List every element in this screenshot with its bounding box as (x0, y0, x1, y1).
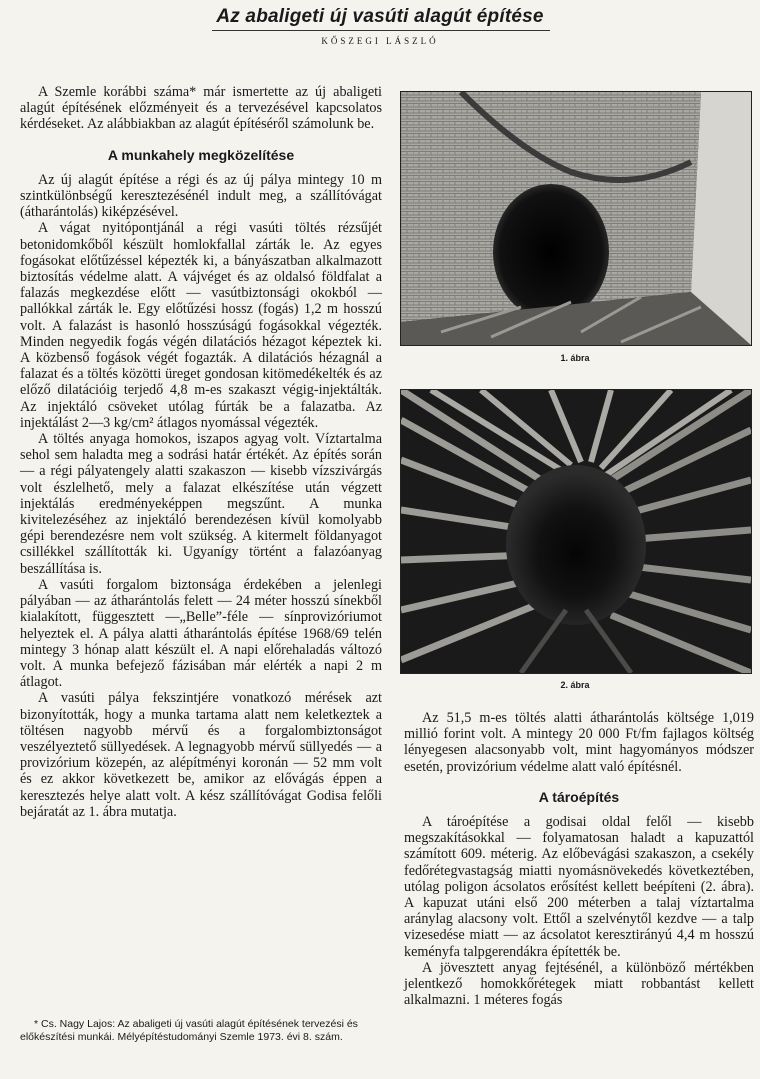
footnote-text: * Cs. Nagy Lajos: Az abaligeti új vasúti alagút építésének tervezési és előkészítési munkái. Mélyépítéstudományi Szemle 1973. évi 8. szám. (20, 1018, 358, 1043)
figure-2-photo (400, 389, 752, 674)
intro-paragraph: A Szemle korábbi száma* már ismertette az új abaligeti alagút építésének előzményeit és a tervezésével kapcsolatos kérdéseket. Az alábbiakban az alagút építéséről számolunk be. (20, 84, 382, 133)
paragraph: A töltés anyaga homokos, iszapos agyag volt. Víztartalma sehol sem haladta meg a sodrási határ értékét. Az építés során — a régi pályatengely alatti szakaszon — kisebb vízszivárgás volt észlelhető, mely a falazat elkészítése után végzett injektálás eredményeképpen megszűnt. A munka kivitelezéséhez az injektáló berendezésen kívül komolyabb gépi berendezésre nem volt szükség. A kitermelt földanyagot csillékkel szállították ki. Ugyanígy történt a falazóanyag beszállítása is. (20, 431, 382, 577)
title-rule (212, 30, 550, 31)
paragraph: Az új alagút építése a régi és az új pálya mintegy 10 m szintkülönbségű keresztezésénél indult meg, a szállítóvágat (átharántolás) kiképzésével. (20, 171, 382, 221)
figure-1-caption: 1. ábra (560, 353, 590, 363)
paragraph: A jövesztett anyag fejtésénél, a különböző mértékben jelentkező homokkőrétegek miatt robbantást kellett alkalmazni. 1 méteres fogás (404, 959, 754, 1009)
paragraph: A vágat nyitópontjánál a régi vasúti töltés rézsűjét betonidomkőből készült homlokfallal zárták le. Az egyes fogásokat előtűzéssel képezték ki, a bányászatban alkalmazott biztosítás védelme alatt. A vájvéget és az oldalsó földfalat a falazás megkezdése előtt — vasútbiztonsági okokból — pallókkal zárták le. Egy előtűzési hossz (fogás) 1,2 m hosszú volt. A falazást is hasonló hosszúságú fogásokkal végezték. Minden negyedik fogás végén dilatációs hézagot képeztek ki. A közbenső fogások végét fogazták. A dilatációs hézagnál a falazat és a töltés közötti üreget gondosan kitömedékelték és az előző dilatációig terjedő 4,8 m-es szakaszt végig-injektálták. Az injektáló csöveket utólag fúrták be a falazatba. Az injektálást 2—3 kg/cm² átlagos nyomással végezték. (20, 220, 382, 431)
figure-2-caption: 2. ábra (560, 680, 590, 690)
figure-1-photo (400, 91, 752, 346)
paragraph: A vasúti forgalom biztonsága érdekében a jelenlegi pályában — az átharántolás felett — 24 méter hosszú sínekből kialakított, függesztett —„Belle”-féle — sínprovizóriumot helyeztek el. A pálya alatti átharántolás építése 1968/69 telén mintegy 3 hónap alatt készült el. A napi előrehaladás változó volt. A munka befejező fázisában már elérték a napi 2 m átlagot. (20, 576, 382, 691)
footnote (20, 1018, 382, 1044)
left-column (20, 84, 382, 820)
section-heading: A munkahely megközelítése (107, 146, 295, 163)
paragraph: Az 51,5 m-es töltés alatti átharántolás költsége 1,019 millió forint volt. A mintegy 20 000 Ft/fm fajlagos költség lényegesen alacsonyabb volt, mint hagyományos módszer esetén, provizórium védelme alatt való építésnél. (404, 710, 754, 775)
paragraph: A vasúti pálya fekszintjére vonatkozó mérések azt bizonyították, hogy a munka tartama alatt nem keletkeztek a töltésen nagyobb mérvű és a forgalombiztonságot veszélyeztető süllyedések. A legnagyobb mérvű süllyedés — a provizórium közepén, az alépítményi koronán — 52 mm volt és ez akkor következett be, amikor az elővágás éppen a keresztezés helye alatt volt. A kész szállítóvágat Godisa felőli bejáratát az 1. ábra mutatja. (20, 690, 382, 820)
author-name: KŐSZEGI LÁSZLÓ (321, 36, 439, 46)
paragraph: A tároépítése a godisai oldal felől — kisebb megszakításokkal — folyamatosan haladt a kapuzattól számított 609. méterig. Az előbevágási szakaszon, a csekély fedőrétegvastagság miatti nyomásnövekedés következtében, utólag poligon ácsolatos erősítést kellett beépíteni (2. ábra). A kapuzat utáni első 200 méterben a talaj víztartalma aránylag alacsony volt. Ettől a szelvénytől kezdve — a talp vizesedése miatt — az ácsolatot keresztirányú 4,4 m hosszú keményfa talpgerendákra építették be. (404, 814, 754, 960)
article-title: Az abaligeti új vasúti alagút építése (216, 6, 544, 27)
right-column (404, 710, 754, 1008)
section-heading: A tároépítés (538, 788, 620, 805)
